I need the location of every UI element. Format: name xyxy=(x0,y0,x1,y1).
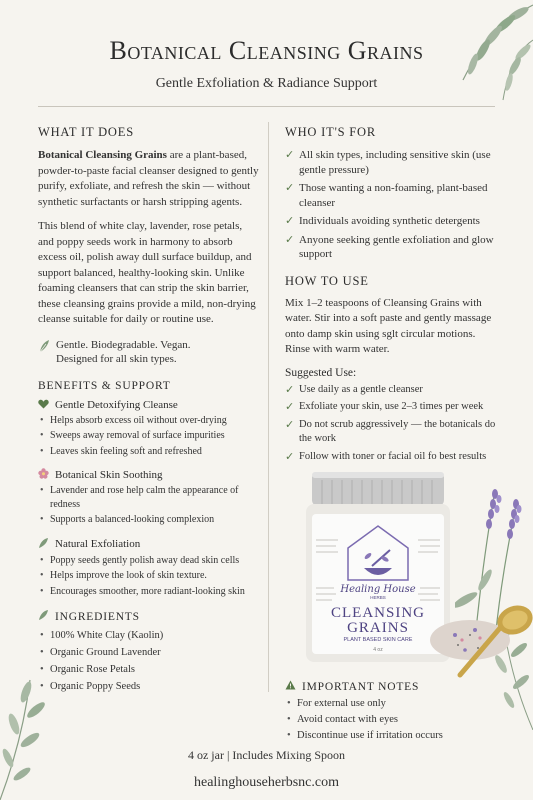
how-to-use-heading: HOW TO USE xyxy=(285,273,369,288)
important-notes xyxy=(285,680,500,743)
benefit-group-detox xyxy=(38,399,260,459)
jar-size: 4 oz xyxy=(373,647,383,653)
list-item: • Helps absorb excess oil without over-drying xyxy=(40,414,260,428)
ingredients-header xyxy=(38,609,260,624)
ingredients-list xyxy=(40,628,260,694)
list-item: ✓ Exfoliate your skin, use 2–3 times per week xyxy=(285,401,484,413)
leaf-icon xyxy=(38,609,49,624)
benefit-group-exfoliation xyxy=(38,537,260,599)
who-its-for-heading: WHO IT'S FOR xyxy=(285,125,377,139)
list-item: ✓ Follow with toner or facial oil fo best results xyxy=(285,450,487,463)
benefit-list xyxy=(40,484,260,527)
important-notes-list xyxy=(287,697,500,743)
jar-brand: Healing House xyxy=(340,584,416,595)
list-item: ✓ Anyone seeking gentle exfoliation and glow support xyxy=(285,233,494,260)
list-item: • Helps improve the look of skin texture. xyxy=(40,569,260,583)
flower-icon xyxy=(38,468,49,482)
benefit-list xyxy=(40,554,260,599)
ingredients-heading: INGREDIENTS xyxy=(55,610,140,623)
check-icon: ✓ xyxy=(285,233,295,246)
list-item: • Sweeps away removal of surface impurities xyxy=(40,429,260,443)
list-item: • Leaves skin feeling soft and refreshed xyxy=(40,445,260,459)
tagline xyxy=(38,338,260,366)
size-line: 4 oz jar | Includes Mixing Spoon xyxy=(187,748,346,762)
check-icon: ✓ xyxy=(285,450,295,463)
right-column xyxy=(285,122,500,467)
how-to-use-body: Mix 1–2 teaspoons of Cleansing Grains with water. Stir into a soft paste and gently massage onto damp skin using sglt circular motions. Rinse with warm water. xyxy=(285,296,492,355)
warning-icon xyxy=(285,680,296,693)
what-it-does-intro xyxy=(38,148,260,210)
list-item: • Poppy seeds gently polish away dead skin cells xyxy=(40,554,260,568)
product-jar-image xyxy=(292,468,464,666)
jar-tagline: PLANT BASED SKIN CARE xyxy=(343,637,413,643)
benefit-group-soothing xyxy=(38,468,260,527)
page-header xyxy=(0,36,533,92)
what-it-does-body: This blend of white clay, lavender, rose petals, and poppy seeds work in harmony to absorb excess oil, polish away dull surface buildup, and support balanced, healthy-looking skin. Unlike foaming cleansers that can strip the skin barrier, these cleansing grains provide a mild, non-drying cleanse suitable for daily or routine use. xyxy=(38,220,256,325)
check-icon: ✓ xyxy=(285,149,295,161)
tagline-line-1: Gentle. Biodegradable. Vegan. xyxy=(56,338,191,351)
lavender-sprigs-decoration xyxy=(455,480,533,640)
suggested-use-list xyxy=(285,383,500,465)
list-item: • Supports a balanced-looking complexion xyxy=(40,513,260,527)
benefit-group-title: Botanical Skin Soothing xyxy=(55,469,163,481)
important-notes-heading: IMPORTANT NOTES xyxy=(302,680,420,693)
who-its-for-list xyxy=(285,148,500,262)
list-item: ✓ All skin types, including sensitive skin (use gentle pressure) xyxy=(285,149,491,176)
list-item: • Lavender and rose help calm the appearance of redness xyxy=(40,484,260,511)
list-item: ✓ Do not scrub aggressively — the botanicals do the work xyxy=(285,418,496,444)
list-item: • Organic Rose Petals xyxy=(40,662,260,677)
jar-product-line-1: CLEANSING xyxy=(331,605,425,621)
check-icon: ✓ xyxy=(285,401,295,413)
column-divider xyxy=(268,122,269,692)
check-icon: ✓ xyxy=(285,182,295,194)
benefit-list xyxy=(40,414,260,459)
list-item: • For external use only xyxy=(287,697,500,711)
list-item: • Organic Ground Lavender xyxy=(40,645,260,660)
check-icon: ✓ xyxy=(285,383,295,396)
benefit-group-title: Gentle Detoxifying Cleanse xyxy=(55,399,178,411)
list-item: ✓ Use daily as a gentle cleanser xyxy=(285,383,423,396)
heart-icon xyxy=(38,399,49,412)
list-item: • Organic Poppy Seeds xyxy=(40,679,260,694)
header-divider xyxy=(38,106,495,107)
benefits-heading: BENEFITS & SUPPORT xyxy=(38,379,171,392)
leaf-icon xyxy=(38,537,49,552)
suggested-use-heading: Suggested Use: xyxy=(285,366,357,379)
list-item: ✓ Those wanting a non-foaming, plant-based cleanser xyxy=(285,182,488,209)
website-link[interactable]: healinghouseherbsnc.com xyxy=(193,775,339,790)
product-name-bold: Botanical Cleansing Grains xyxy=(38,149,167,161)
intro-rest-text: are a plant-based, powder-to-paste facial cleanser designed to gently purify, exfoliate, and refresh the skin — without synthetic surfactants or harsh stripping agents. xyxy=(38,149,259,208)
page-subtitle: Gentle Exfoliation & Radiance Support xyxy=(155,76,378,91)
jar-brand-sub: HERBS xyxy=(370,595,386,600)
page-title: Botanical Cleansing Grains xyxy=(109,36,424,65)
list-item: • Encourages smoother, more radiant-looking skin xyxy=(40,585,260,599)
leaf-icon xyxy=(38,339,50,357)
what-it-does-heading: WHAT IT DOES xyxy=(38,125,134,139)
left-column xyxy=(38,122,260,694)
benefit-group-title: Natural Exfoliation xyxy=(55,538,141,550)
list-item: ✓ Individuals avoiding synthetic detergents xyxy=(285,215,480,227)
list-item: • 100% White Clay (Kaolin) xyxy=(40,628,260,643)
check-icon: ✓ xyxy=(285,418,295,431)
check-icon: ✓ xyxy=(285,215,295,227)
list-item: • Discontinue use if irritation occurs xyxy=(287,729,500,743)
tagline-line-2: Designed for all skin types. xyxy=(56,352,177,365)
list-item: • Avoid contact with eyes xyxy=(287,713,500,727)
jar-product-line-2: GRAINS xyxy=(347,620,409,636)
